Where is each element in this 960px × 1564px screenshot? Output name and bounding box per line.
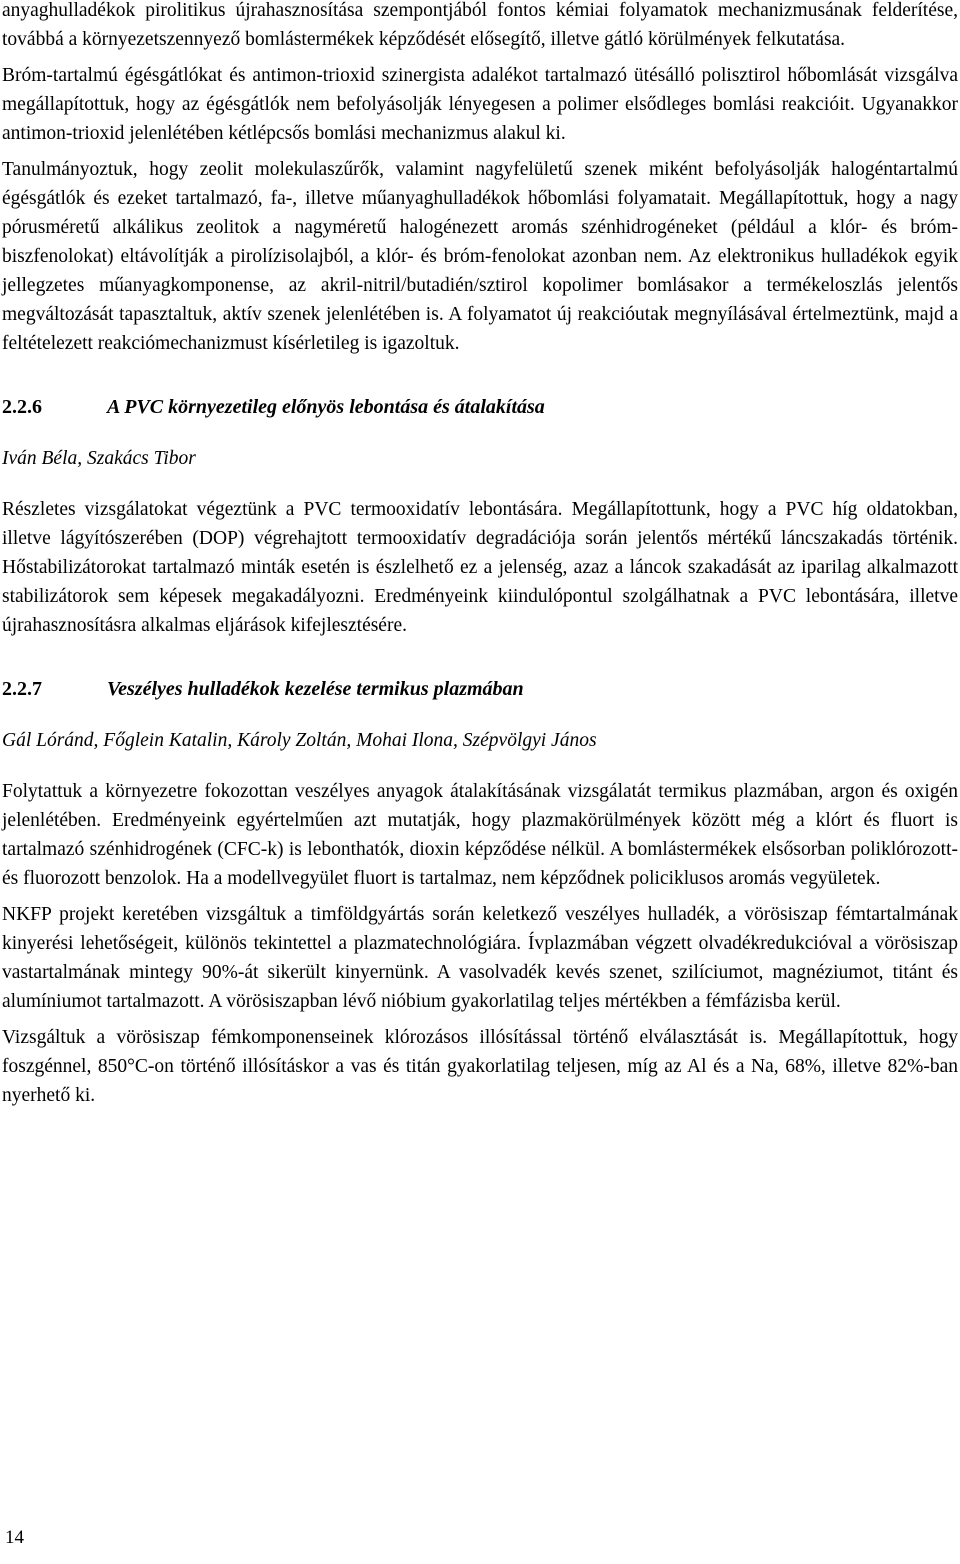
spacer — [2, 647, 958, 675]
section-title: A PVC környezetileg előnyös lebontása és átalakítása — [107, 396, 545, 418]
paragraph-red-mud-recovery: NKFP projekt keretében vizsgáltuk a timföldgyártás során keletkező veszélyes hulladék, a vörösiszap fémtartalmának kinyerési lehetőségeit, különös tekintettel a plazmatechnológiára. Ívplazmában végzett olvadékredukcióval a vörösiszap vastartalmának mintegy 90%-át sikerült kinyernünk. A vasolvadék kevés szenet, szilíciumot, magnéziumot, titánt és alumíniumot tartalmazott. A vörösiszapban lévő nióbium gyakorlatilag teljes mértékben a fémfázisba kerül. — [2, 904, 958, 1012]
paragraph-bromine-flame-retardants: Bróm-tartalmú égésgátlókat és antimon-trioxid szinergista adalékot tartalmazó ütésálló polisztirol hőbomlását vizsgálva megállapítottuk, hogy az égésgátlók nem befolyásolják lényegesen a polimer elsődleges bomlási reakcióit. Ugyanakkor antimon-trioxid jelenlétében kétlépcsős bomlási mechanizmus alakul ki. — [2, 65, 958, 144]
section-title: Veszélyes hulladékok kezelése termikus plazmában — [107, 678, 524, 700]
page-number: 14 — [5, 1527, 24, 1548]
section-heading-2-2-6 — [2, 393, 958, 422]
spacer — [2, 422, 958, 444]
section-authors: Gál Lóránd, Főglein Katalin, Károly Zoltán, Mohai Ilona, Szépvölgyi János — [2, 730, 597, 751]
spacer — [2, 473, 958, 495]
paragraph-plasma-treatment: Folytattuk a környezetre fokozottan veszélyes anyagok átalakításának vizsgálatát termikus plazmában, argon és oxigén jelenlétében. Eredményeink egyértelműen azt mutatják, hogy plazmakörülmények között még a klórt és fluort is tartalmazó szénhidrogének (CFC-k) is lebonthatók, dioxin képződése nélkül. A bomlástermékek elsősorban poliklórozott- és fluorozott benzolok. Ha a modellvegyület fluort is tartalmaz, nem képződnek policiklusos aromás vegyületek. — [2, 781, 958, 889]
paragraph-intro-continuation: anyaghulladékok pirolitikus újrahasznosítása szempontjából fontos kémiai folyamatok mechanizmusának felderítése, továbbá a környezetszennyező bomlástermékek képződését elősegítő, illetve gátló körülmények felkutatása. — [2, 0, 958, 50]
section-authors: Iván Béla, Szakács Tibor — [2, 448, 196, 469]
paragraph-zeolite-study: Tanulmányoztuk, hogy zeolit molekulaszűrők, valamint nagyfelületű szenek miként befolyásolják halogéntartalmú égésgátlók és ezeket tartalmazó, fa-, illetve műanyaghulladékok hőbomlási folyamatait. Megállapítottuk, hogy a nagy pórusméretű alkálikus zeolitok a nagyméretű halogénezett aromás szénhidrogéneket (például a klór- és bróm-biszfenolokat) eltávolítják a pirolízisolajból, a klór- és bróm-fenolokat azonban nem. Az elektronikus hulladékok egyik jellegzetes műanyagkomponense, az akril-nitril/butadién/sztirol kopolimer bomlásakor a termékeloszlás jelentős megváltozását tapasztaltuk, aktív szenek jelenlétében is. A folyamatot új reakcióutak megnyílásával értelmeztünk, majd a feltételezett reakciómechanizmust kísérletileg is igazoltuk. — [2, 159, 958, 354]
spacer — [2, 755, 958, 777]
section-heading-2-2-7 — [2, 675, 958, 704]
section-number: 2.2.6 — [2, 396, 42, 418]
page-content — [2, 0, 958, 1117]
paragraph-chlorination: Vizsgáltuk a vörösiszap fémkomponenseinek klórozásos illósítással történő elválasztását is. Megállapítottuk, hogy foszgénnel, 850°C-on történő illósításkor a vas és titán gyakorlatilag teljesen, míg az Al és a Na, 68%, illetve 82%-ban nyerhető ki. — [2, 1027, 958, 1106]
paragraph-pvc-degradation: Részletes vizsgálatokat végeztünk a PVC termooxidatív lebontására. Megállapítottunk, hogy a PVC híg oldatokban, illetve lágyítószerében (DOP) végrehajtott termooxidatív degradációja során jelentős mértékű láncszakadás történik. Hőstabilizátorokat tartalmazó minták esetén is észlelhető ez a jelenség, azaz a láncok szakadását az iparilag alkalmazott stabilizátorok sem képesek megakadályozni. Eredményeink kiindulópontul szolgálhatnak a PVC lebontására, illetve újrahasznosításra alkalmas eljárások kifejlesztésére. — [2, 499, 958, 636]
spacer — [2, 704, 958, 726]
section-number: 2.2.7 — [2, 678, 42, 700]
spacer — [2, 365, 958, 393]
